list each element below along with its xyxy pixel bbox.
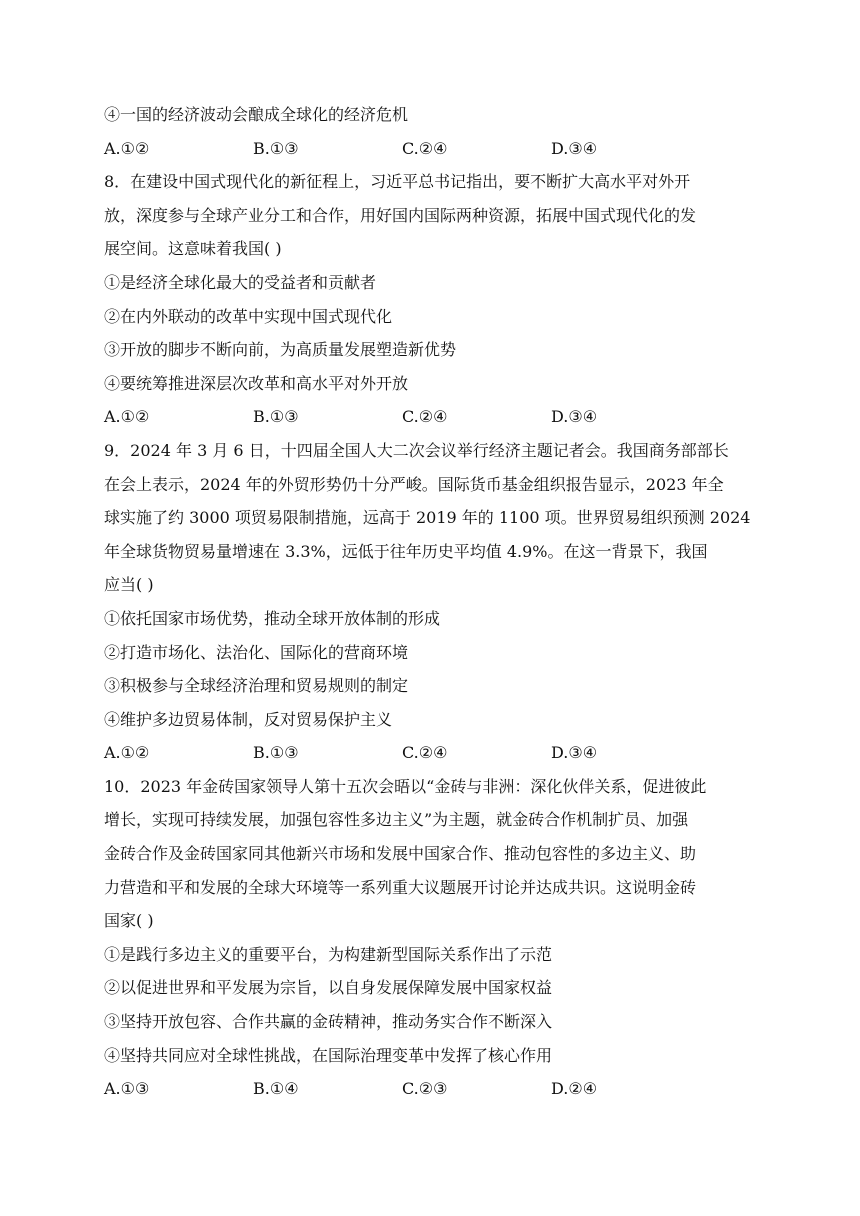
q9-option-a: A.①② (104, 743, 150, 763)
q8-option-c: C.②④ (402, 407, 448, 427)
q10-stem-line: 10．2023 年金砖国家领导人第十五次会晤以“金砖与非洲：深化伙伴关系，促进彼此 (104, 776, 707, 796)
q8-options (104, 400, 754, 434)
q9-option-b: B.①③ (253, 743, 299, 763)
q9-options (104, 736, 754, 770)
q8-option-b: B.①③ (253, 407, 299, 427)
q10-item-3: ③坚持开放包容、合作共赢的金砖精神，推动务实合作不断深入 (104, 1012, 553, 1032)
q9-option-c: C.②④ (402, 743, 448, 763)
q9-item-4: ④维护多边贸易体制，反对贸易保护主义 (104, 709, 393, 729)
q10-stem-line: 国家( ) (104, 911, 154, 931)
q8-stem-line: 放，深度参与全球产业分工和合作，用好国内国际两种资源，拓展中国式现代化的发 (104, 205, 697, 225)
q10-option-b: B.①④ (253, 1079, 299, 1099)
q7-item-4: ④一国的经济波动会酿成全球化的经济危机 (104, 105, 409, 124)
q9-item-1: ①依托国家市场优势，推动全球开放体制的形成 (104, 608, 441, 628)
q8-item-4: ④要统筹推进深层次改革和高水平对外开放 (104, 373, 409, 393)
q8-option-d: D.③④ (551, 407, 598, 427)
q9-stem-line: 年全球货物贸易量增速在 3.3%，远低于往年历史平均值 4.9%。在这一背景下，我国 (104, 541, 708, 561)
q9-item-3: ③积极参与全球经济治理和贸易规则的制定 (104, 676, 409, 696)
q9-option-d: D.③④ (551, 743, 598, 763)
q10-option-c: C.②③ (402, 1079, 448, 1099)
q9-stem-line: 应当( ) (104, 575, 154, 595)
q10-options (104, 1072, 754, 1106)
q8-option-a: A.①② (104, 407, 150, 427)
q8-item-2: ②在内外联动的改革中实现中国式现代化 (104, 306, 393, 326)
q10-stem-line: 增长，实现可持续发展，加强包容性多边主义”为主题，就金砖合作机制扩员、加强 (104, 810, 689, 830)
q7-option-a: A.①② (104, 138, 150, 158)
q10-item-4: ④坚持共同应对全球性挑战，在国际治理变革中发挥了核心作用 (104, 1045, 553, 1065)
q7-options (104, 132, 754, 166)
q8-stem-line: 展空间。这意味着我国( ) (104, 239, 282, 259)
q7-option-d: D.③④ (551, 138, 598, 158)
q10-stem-line: 力营造和平和发展的全球大环境等一系列重大议题展开讨论并达成共识。这说明金砖 (104, 877, 697, 897)
exam-page (104, 98, 754, 1106)
q8-stem-line: 8．在建设中国式现代化的新征程上，习近平总书记指出，要不断扩大高水平对外开 (104, 172, 691, 192)
q10-item-2: ②以促进世界和平发展为宗旨，以自身发展保障发展中国家权益 (104, 978, 553, 998)
q7-option-b: B.①③ (253, 138, 299, 158)
q8-item-3: ③开放的脚步不断向前，为高质量发展塑造新优势 (104, 340, 457, 360)
q10-option-d: D.②④ (551, 1079, 598, 1099)
q9-item-2: ②打造市场化、法治化、国际化的营商环境 (104, 642, 409, 662)
q10-option-a: A.①③ (104, 1079, 150, 1099)
q7-option-c: C.②④ (402, 138, 448, 158)
q9-stem-line: 在会上表示，2024 年的外贸形势仍十分严峻。国际货币基金组织报告显示，2023 年全 (104, 474, 724, 494)
q8-item-1: ①是经济全球化最大的受益者和贡献者 (104, 272, 377, 292)
q9-stem-line: 球实施了约 3000 项贸易限制措施，远高于 2019 年的 1100 项。世界贸易组织预测 2024 (104, 508, 751, 528)
q10-stem-line: 金砖合作及金砖国家同其他新兴市场和发展中国家合作、推动包容性的多边主义、助 (104, 844, 697, 864)
q10-item-1: ①是践行多边主义的重要平台，为构建新型国际关系作出了示范 (104, 944, 553, 964)
q9-stem-line: 9．2024 年 3 月 6 日，十四届全国人大二次会议举行经济主题记者会。我国商务部部长 (104, 440, 729, 460)
